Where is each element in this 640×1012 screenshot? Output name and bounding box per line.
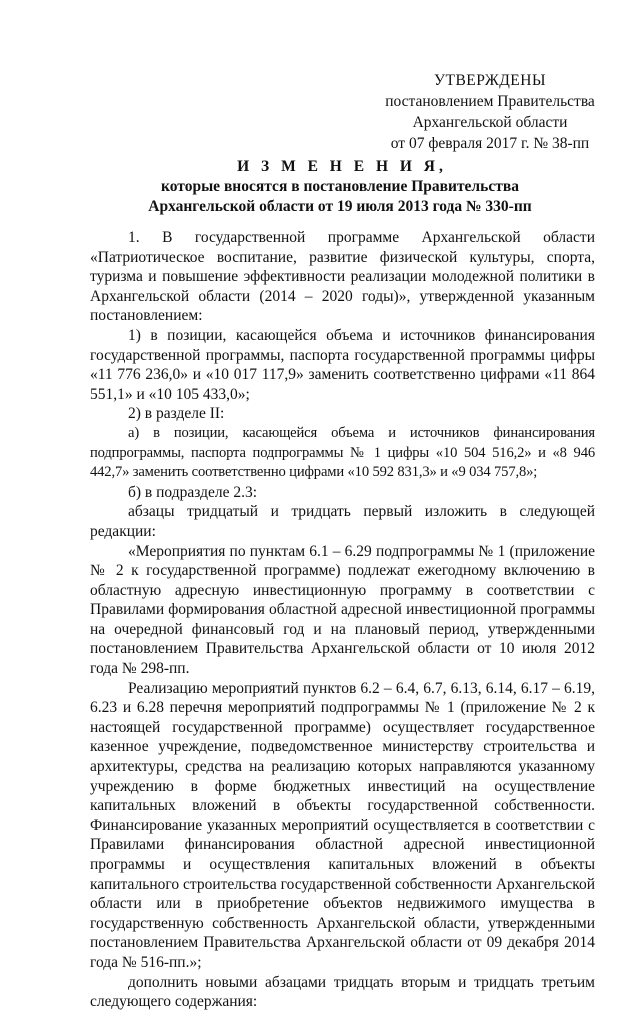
body-paragraph: а) в позиции, касающейся объема и источников финансирования подпрограммы, паспорта подпрограммы № 1 цифры «10 504 516,2» и «8 946 442,7» заменить соответственно цифрами «10 592 831,3» и «9 034 757,8»;	[90, 424, 595, 481]
document-body	[90, 228, 595, 1012]
approval-line: постановлением Правительства	[385, 93, 595, 110]
approval-block	[370, 70, 610, 154]
heading-subtitle: Архангельской области от 19 июля 2013 года № 330-пп	[148, 198, 532, 215]
body-paragraph: 1. В государственной программе Архангельской области «Патриотическое воспитание, развитие физической культуры, спорта, туризма и повышение эффективности реализации молодежной политики в Архангельской области (2014 – 2020 годы)», утвержденной указанным постановлением:	[90, 229, 595, 325]
approval-line: от 07 февраля 2017 г. № 38-пп	[390, 135, 590, 152]
heading-title: И З М Е Н Е Н И Я,	[237, 158, 447, 175]
body-paragraph: Реализацию мероприятий пунктов 6.2 – 6.4, 6.7, 6.13, 6.14, 6.17 – 6.19, 6.23 и 6.28 перечня мероприятий подпрограммы № 1 (приложение № 2 к настоящей государственной программе) осуществляет государственное казенное учреждение, подведомственное министерству строительства и архитектуры, средства на реализацию которых направляются указанному учреждению в форме бюджетных инвестиций на осуществление капитальных вложений в объекты государственной собственности. Финансирование указанных мероприятий осуществляется в соответствии с Правилами финансирования областной адресной инвестиционной программы и осуществления капитальных вложений в объекты капитального строительства государственной собственности Архангельской области или в приобретение объектов недвижимого имущества в государственную собственность Архангельской области, утвержденными постановлением Правительства Архангельской области от 09 декабря 2014 года № 516-пп.»;	[90, 679, 595, 971]
body-paragraph: абзацы тридцатый и тридцать первый изложить в следующей редакции:	[90, 503, 595, 540]
body-paragraph: 2) в разделе II:	[128, 405, 225, 423]
heading-subtitle: которые вносятся в постановление Правительства	[161, 178, 519, 195]
body-paragraph: дополнить новыми абзацами тридцать вторым и тридцать третьим следующего содержания:	[90, 973, 595, 1011]
body-paragraph: «Мероприятия по пунктам 6.1 – 6.29 подпрограммы № 1 (приложение № 2 к государственной программе) подлежат ежегодному включению в областную адресную инвестиционную программу в соответствии с Правилами формирования областной адресной инвестиционной программы на очередной финансовый год и на плановый период, утвержденными постановлением Правительства Архангельской области от 10 июля 2012 года № 298-пп.	[90, 542, 595, 678]
body-paragraph: 1) в позиции, касающейся объема и источников финансирования государственной программы, паспорта государственной программы цифры «11 776 236,0» и «10 017 117,9» заменить соответственно цифрами «11 864 551,1» и «10 105 433,0»;	[90, 326, 595, 403]
body-paragraph: б) в подразделе 2.3:	[128, 483, 258, 501]
approval-line: Архангельской области	[412, 114, 568, 131]
document-heading	[90, 157, 590, 217]
approval-title: УТВЕРЖДЕНЫ	[434, 72, 546, 89]
